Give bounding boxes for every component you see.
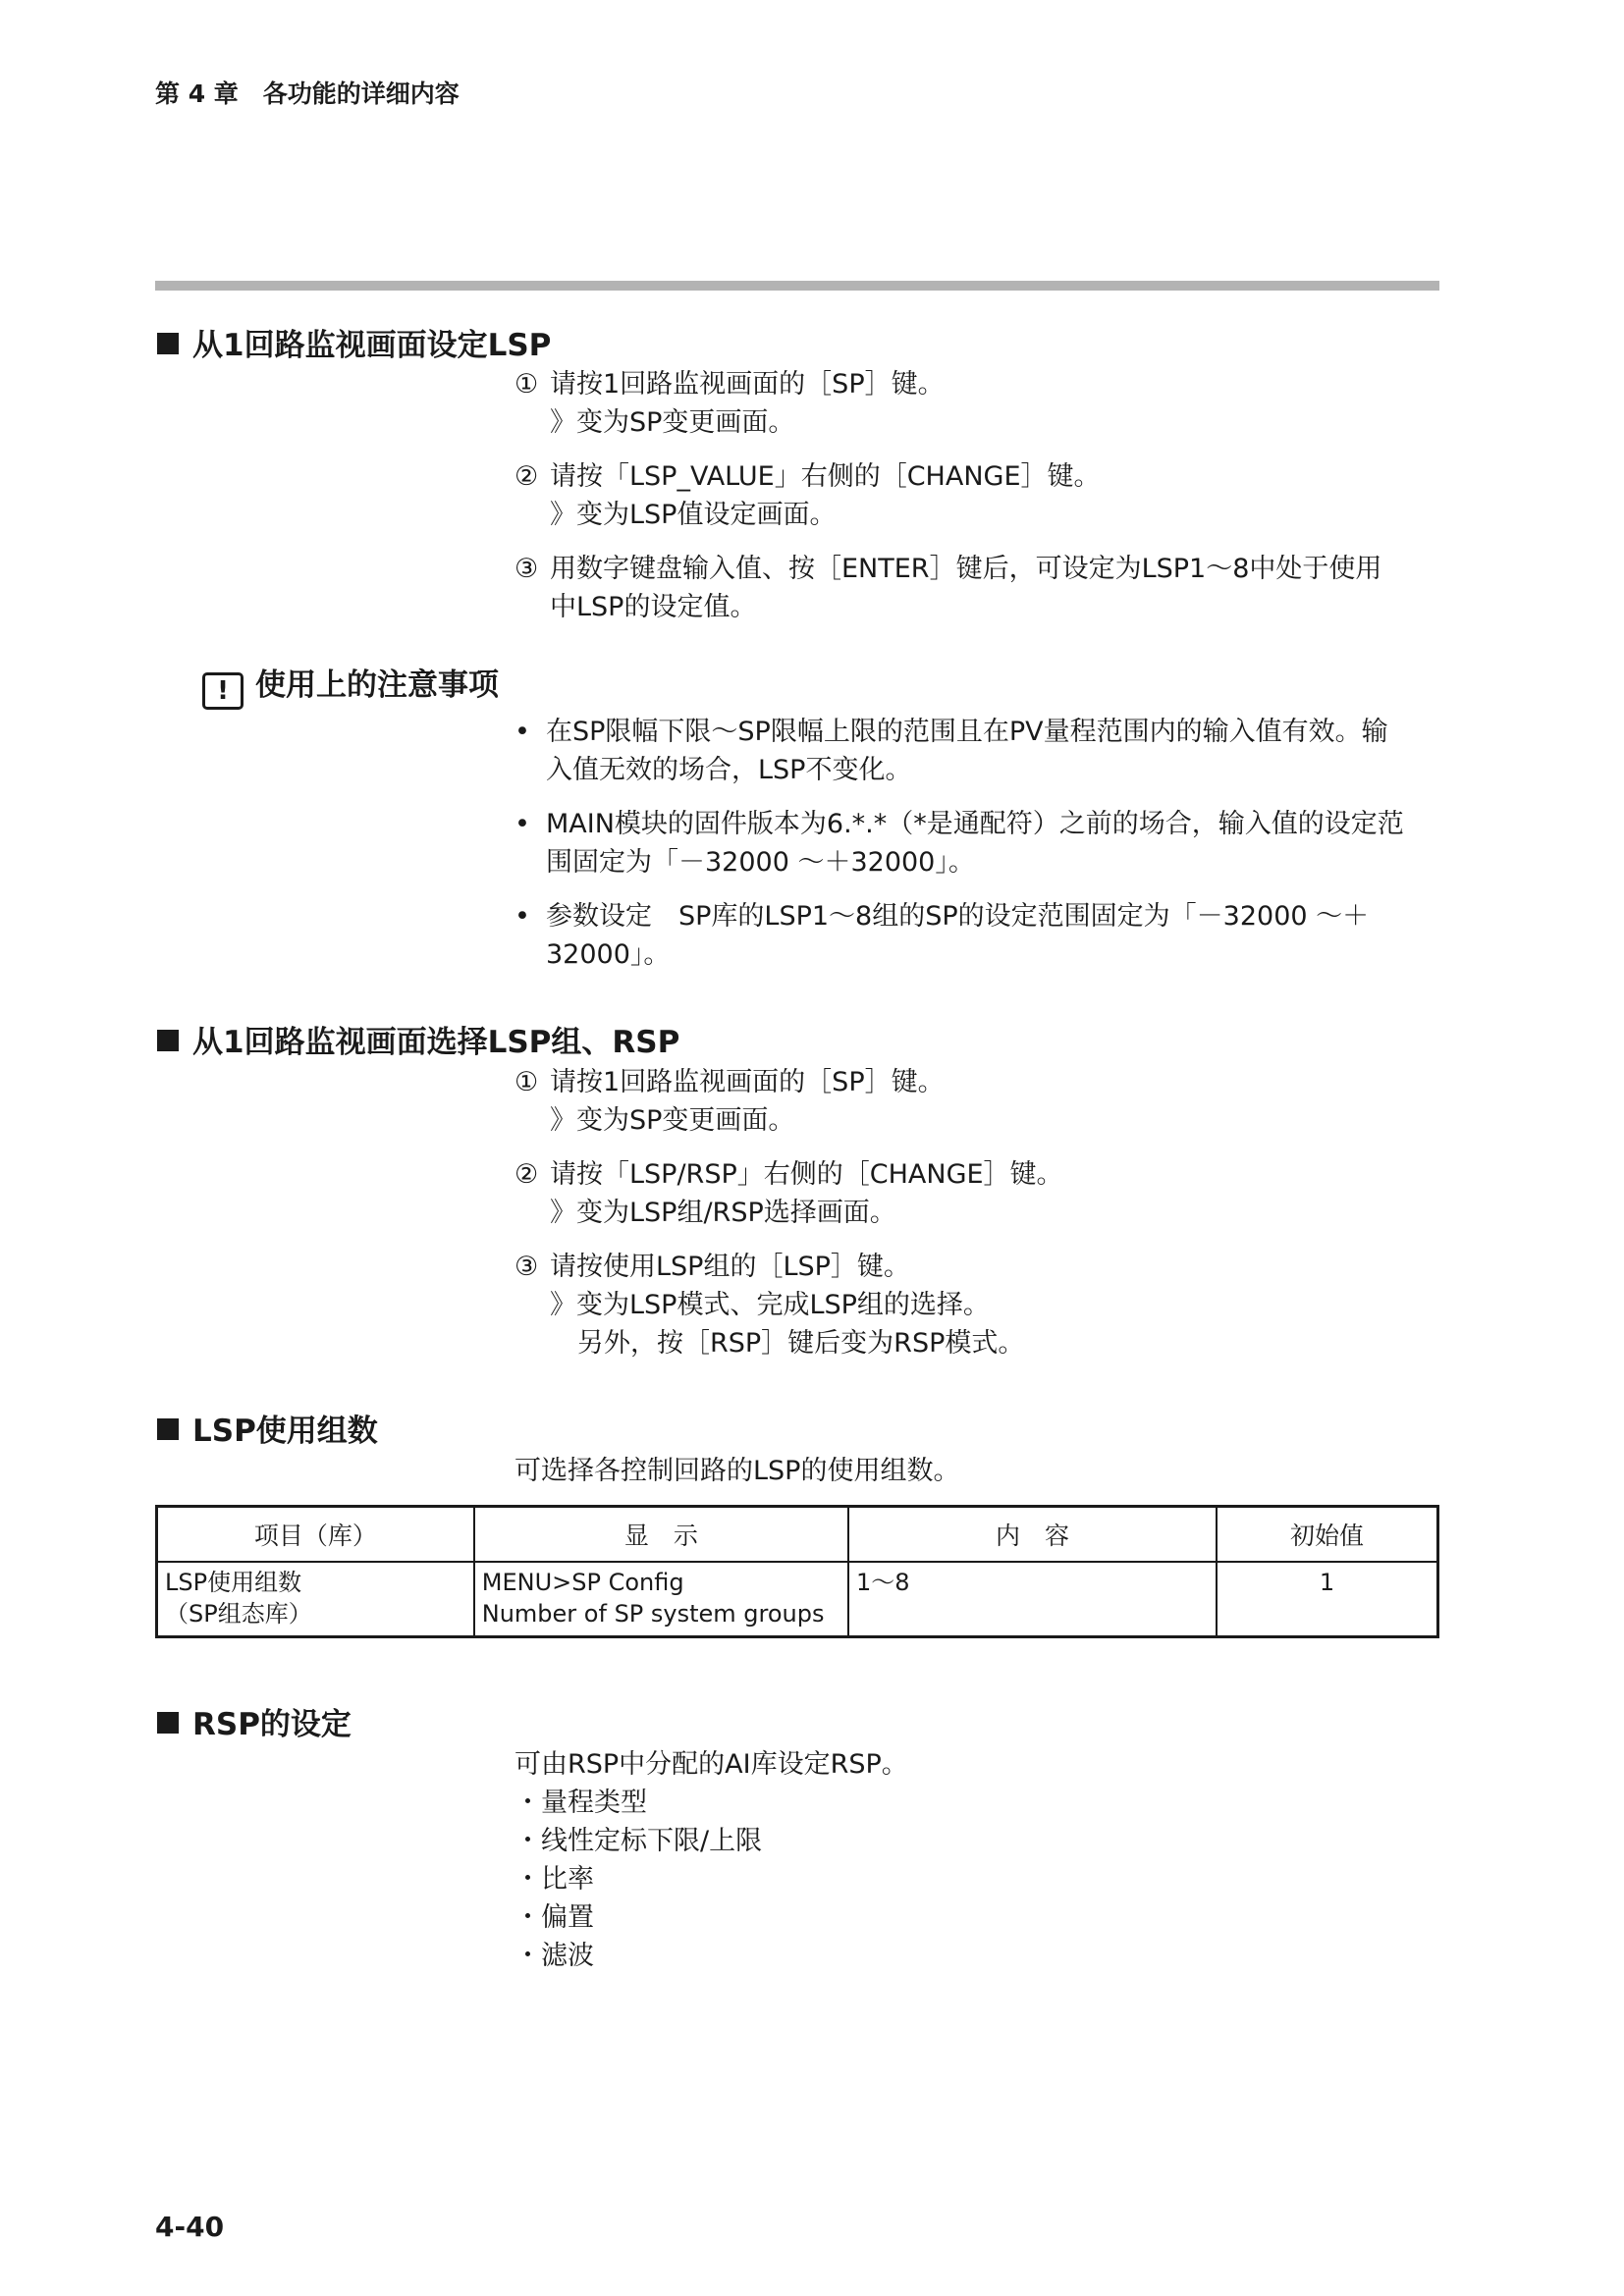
square-bullet-icon [157,1418,179,1440]
parameter-table [155,1505,1439,1638]
step-number: ① [514,1067,539,1097]
list-item: ・滤波 [514,1941,594,1971]
section-heading-select-lsp-group [157,1017,679,1061]
step-text: 用数字键盘输入值、按［ENTER］键后，可设定为LSP1～8中处于使用 [550,554,1382,584]
table-cell-content: 1～8 [848,1562,1217,1637]
table-header: 显 示 [474,1507,848,1563]
bullet-dot-icon: • [514,717,530,747]
caution-heading [202,660,499,710]
bullet-dot-icon: • [514,809,530,839]
caution-bullet: • 参数设定 SP库的LSP1～8组的SP的设定范围固定为「－32000 ～＋ 32000」。 [514,897,1442,974]
section-title: 从1回路监视画面选择LSP组、RSP [192,1025,680,1060]
step-number: ② [514,1159,539,1190]
section-heading-set-lsp [157,320,551,364]
step-number: ① [514,369,539,400]
step-result: 》变为SP变更画面。 [550,407,795,438]
step-text: 请按使用LSP组的［LSP］键。 [550,1252,910,1282]
table-cell-item: LSP使用组数 （SP组态库） [157,1562,474,1637]
table-header: 项目（库） [157,1507,474,1563]
step-3 [514,1248,910,1286]
table-header: 内 容 [848,1507,1217,1563]
step-result: 》变为LSP组/RSP选择画面。 [550,1198,896,1228]
step-1 [514,365,945,403]
square-bullet-icon [157,1030,179,1051]
step-result: 》变为LSP模式、完成LSP组的选择。 [550,1290,990,1320]
step-number: ③ [514,554,539,584]
section-title: RSP的设定 [192,1707,352,1742]
table-header: 初始值 [1217,1507,1437,1563]
caution-bullet: • 在SP限幅下限～SP限幅上限的范围且在PV量程范围内的输入值有效。输 入值无效的场合，LSP不变化。 [514,713,1442,789]
list-item: ・偏置 [514,1902,594,1933]
step-text: 请按「LSP/RSP」右侧的［CHANGE］键。 [550,1159,1063,1190]
step-result: 》变为LSP值设定画面。 [550,500,837,530]
step-continuation: 中LSP的设定值。 [550,592,757,622]
step-number: ② [514,461,539,492]
section-heading-lsp-group-count [157,1406,378,1450]
step-1 [514,1063,945,1101]
step-2 [514,1155,1063,1194]
chapter-header: 第 4 章 各功能的详细内容 [155,80,460,108]
page-number: 4-40 [155,2211,225,2243]
exclamation-icon: ! [202,672,244,710]
table-cell-initial: 1 [1217,1562,1437,1637]
step-text: 请按「LSP_VALUE」右侧的［CHANGE］键。 [550,461,1101,492]
section-title: 从1回路监视画面设定LSP [192,328,552,363]
list-item: ・比率 [514,1864,594,1895]
list-item: ・线性定标下限/上限 [514,1826,763,1856]
table-cell-display: MENU>SP Config Number of SP system groups [474,1562,848,1637]
list-item: ・量程类型 [514,1788,647,1818]
section-intro: 可选择各控制回路的LSP的使用组数。 [514,1456,960,1486]
square-bullet-icon [157,333,179,354]
step-2 [514,457,1101,496]
bullet-dot-icon: • [514,901,530,932]
section-heading-rsp-setting [157,1699,352,1743]
caution-bullet: • MAIN模块的固件版本为6.*.*（*是通配符）之前的场合，输入值的设定范 围固定为「－32000 ～＋32000」。 [514,805,1442,881]
table-header-row [157,1507,1438,1563]
step-note: 另外，按［RSP］键后变为RSP模式。 [577,1328,1025,1359]
step-result: 》变为SP变更画面。 [550,1105,795,1136]
section-intro: 可由RSP中分配的AI库设定RSP。 [514,1749,908,1780]
square-bullet-icon [157,1712,179,1734]
step-text: 请按1回路监视画面的［SP］键。 [550,1067,945,1097]
step-3 [514,550,1381,588]
table-row [157,1562,1438,1637]
step-number: ③ [514,1252,539,1282]
section-title: LSP使用组数 [192,1414,378,1449]
caution-title: 使用上的注意事项 [255,667,499,703]
step-text: 请按1回路监视画面的［SP］键。 [550,369,945,400]
section-divider [155,281,1439,291]
